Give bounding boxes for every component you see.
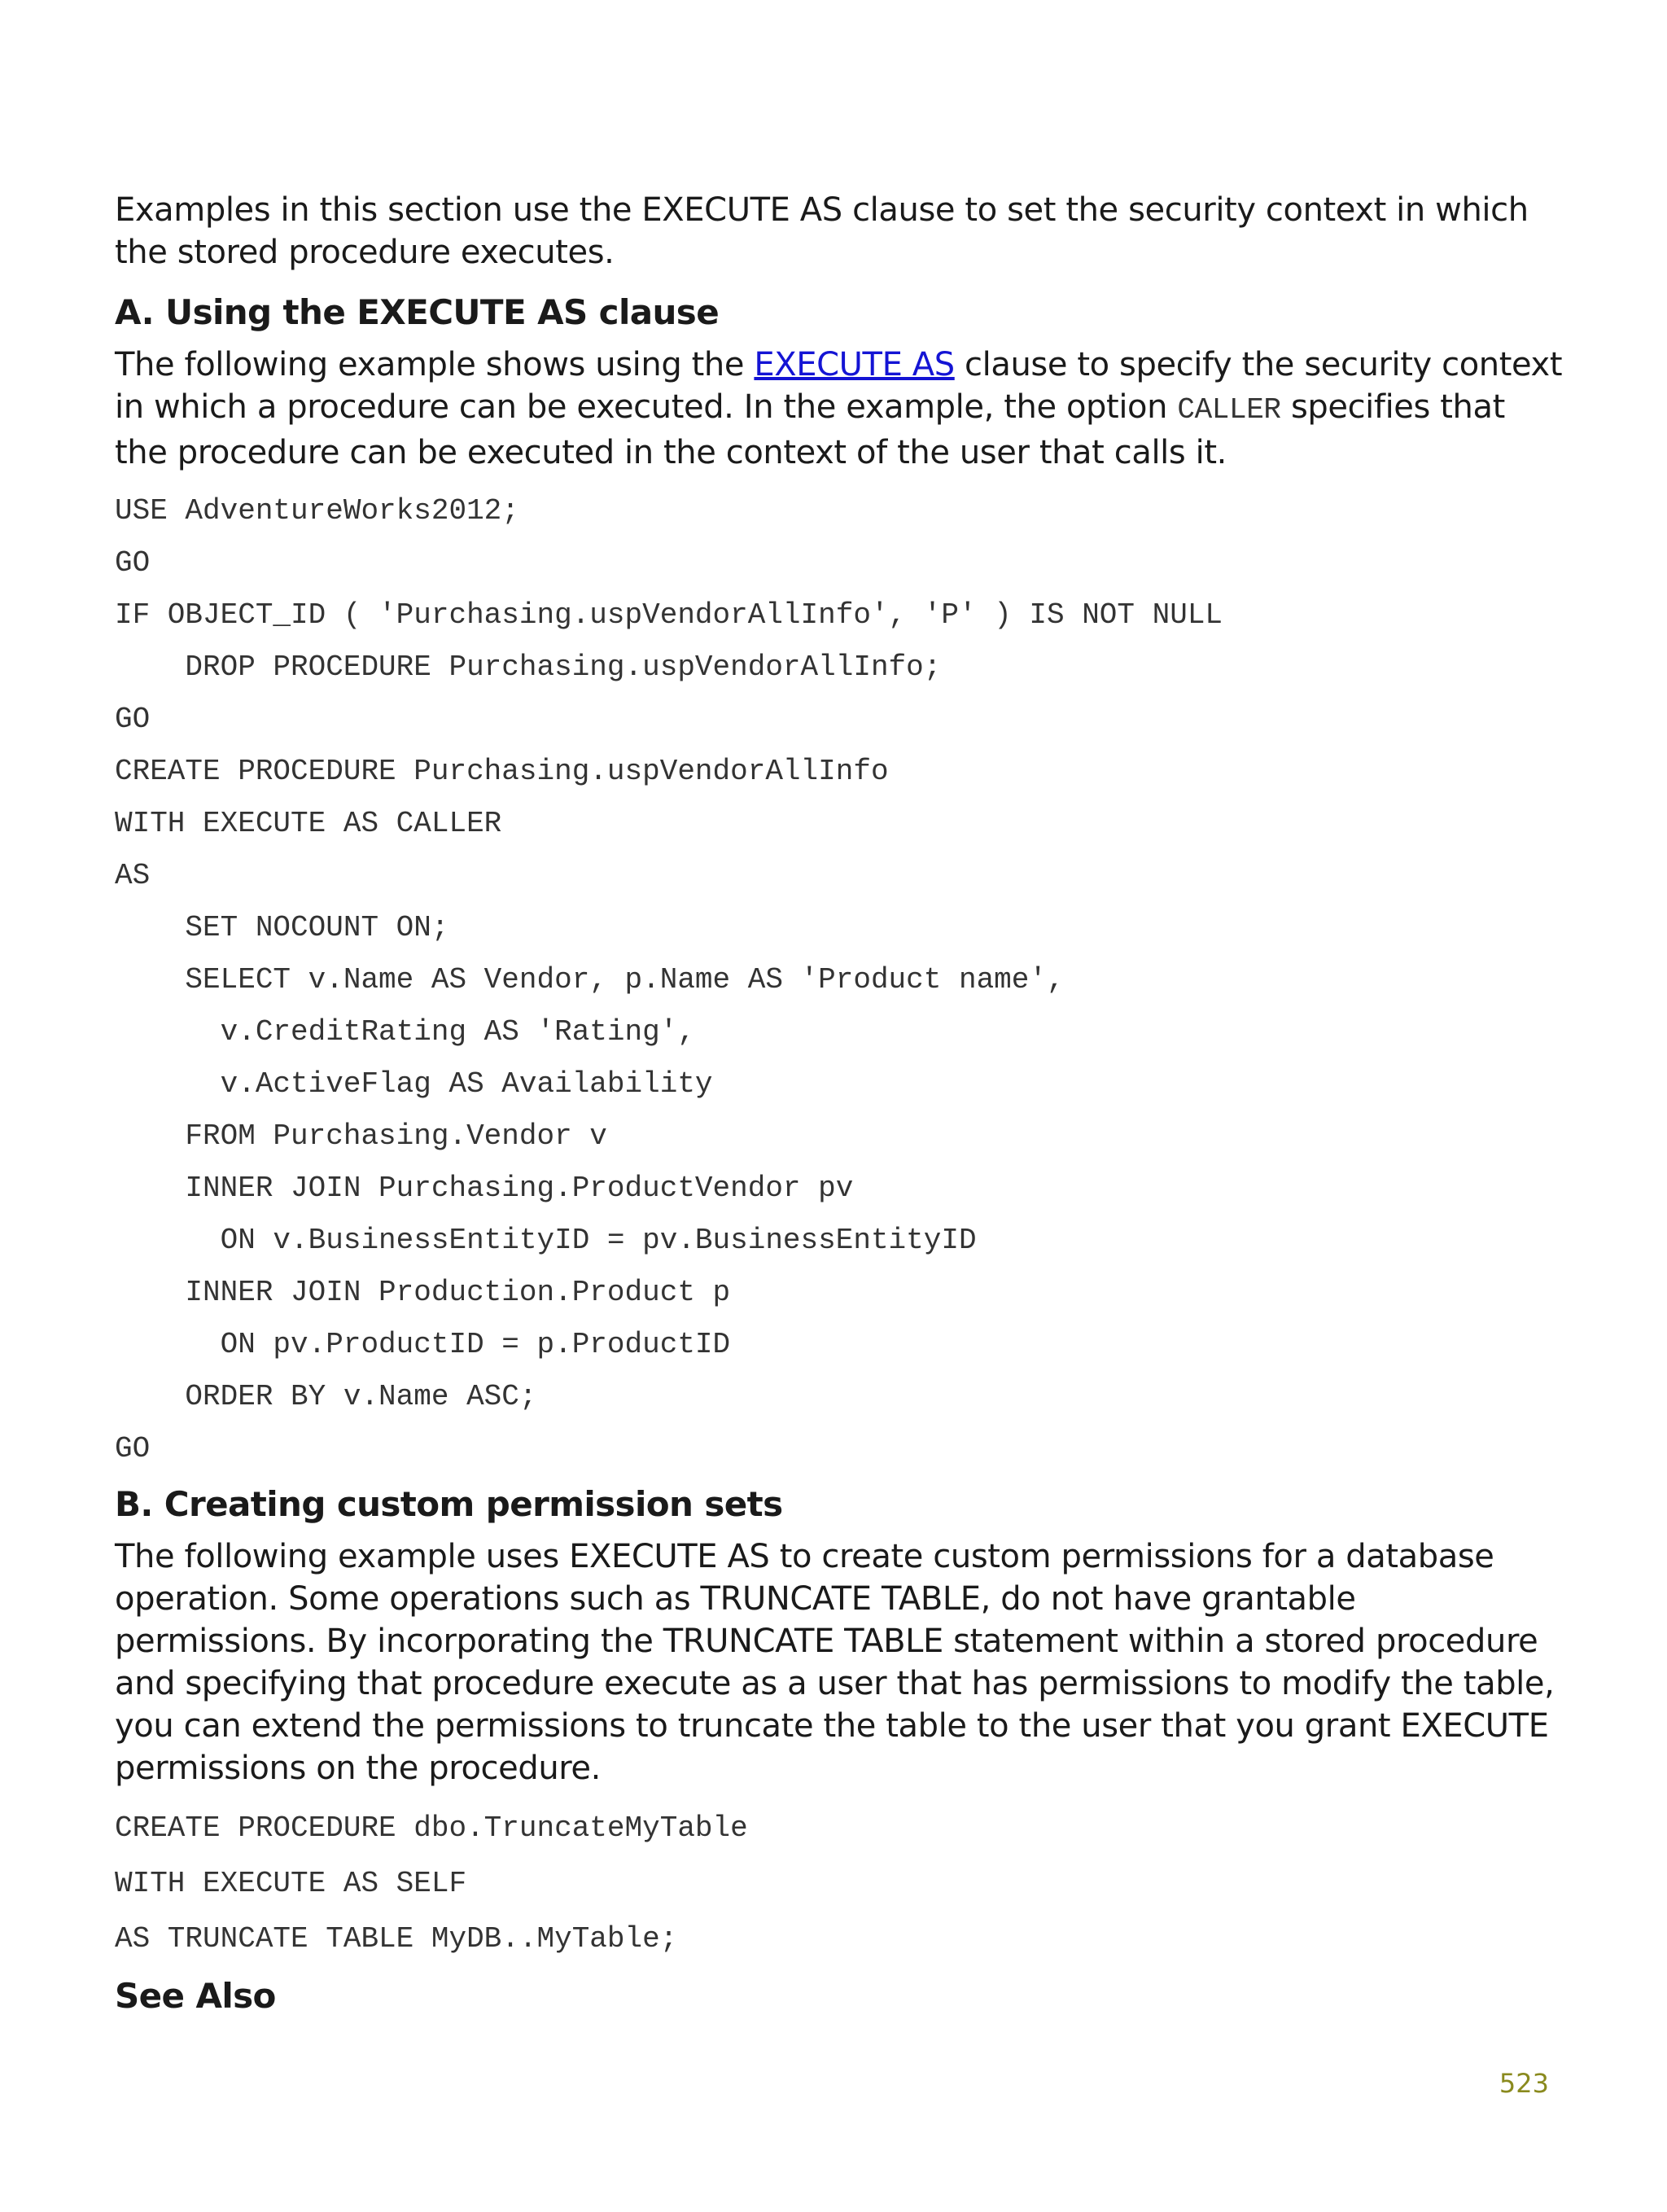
code-line: ON v.BusinessEntityID = pv.BusinessEntityID	[115, 1224, 977, 1257]
code-line: USE AdventureWorks2012;	[115, 494, 519, 528]
code-line: DROP PROCEDURE Purchasing.uspVendorAllInfo;	[115, 650, 942, 684]
document-page	[115, 189, 1564, 2027]
caller-inline-code: CALLER	[1177, 393, 1281, 427]
code-line: GO	[115, 703, 151, 736]
code-line: ON pv.ProductID = p.ProductID	[115, 1328, 731, 1361]
intro-paragraph: Examples in this section use the EXECUTE AS clause to set the security context in which the stored procedure executes.	[115, 191, 1529, 271]
see-also-heading: See Also	[115, 1976, 276, 2016]
code-line: SELECT v.Name AS Vendor, p.Name AS 'Product name',	[115, 963, 1065, 996]
section-b-heading: B. Creating custom permission sets	[115, 1484, 783, 1524]
code-line: v.ActiveFlag AS Availability	[115, 1067, 713, 1101]
section-a-text-1: The following example shows using the	[115, 346, 755, 383]
section-a-text-3: specifies that the procedure can be executed in the context of the user that calls it.	[115, 388, 1505, 471]
code-line: CREATE PROCEDURE dbo.TruncateMyTable	[115, 1811, 748, 1845]
section-b-paragraph: The following example uses EXECUTE AS to create custom permissions for a database operation. Some operations such as TRUNCATE TABLE, do not have grantable permissions. By incorporating the TRUNCATE TABLE statement within a stored procedure and specifying that procedure execute as a user that has permissions to modify the table, you can extend the permissions to truncate the table to the user that you grant EXECUTE permissions on the procedure.	[115, 1538, 1555, 1787]
section-b-code-block	[115, 1801, 1564, 1967]
code-line: v.CreditRating AS 'Rating',	[115, 1015, 695, 1049]
code-line: INNER JOIN Purchasing.ProductVendor pv	[115, 1172, 854, 1205]
code-line: SET NOCOUNT ON;	[115, 911, 449, 944]
code-line: WITH EXECUTE AS SELF	[115, 1867, 467, 1900]
section-a-code-block	[115, 485, 1564, 1475]
code-line: GO	[115, 546, 151, 580]
code-line: IF OBJECT_ID ( 'Purchasing.uspVendorAllInfo', 'P' ) IS NOT NULL	[115, 598, 1223, 632]
code-line: AS TRUNCATE TABLE MyDB..MyTable;	[115, 1922, 678, 1956]
code-line: FROM Purchasing.Vendor v	[115, 1119, 607, 1153]
section-a-heading: A. Using the EXECUTE AS clause	[115, 292, 720, 332]
code-line: WITH EXECUTE AS CALLER	[115, 807, 502, 840]
page-number: 523	[1499, 2068, 1549, 2099]
execute-as-link[interactable]: EXECUTE AS	[754, 346, 955, 383]
code-line: ORDER BY v.Name ASC;	[115, 1380, 537, 1413]
code-line: CREATE PROCEDURE Purchasing.uspVendorAllInfo	[115, 755, 889, 788]
code-line: INNER JOIN Production.Product p	[115, 1276, 731, 1309]
code-line: GO	[115, 1432, 151, 1465]
code-line: AS	[115, 859, 151, 892]
section-a-paragraph	[115, 344, 1564, 474]
section-a-text-2: clause to specify the security context in which a procedure can be executed. In the example, the option	[115, 346, 1563, 426]
